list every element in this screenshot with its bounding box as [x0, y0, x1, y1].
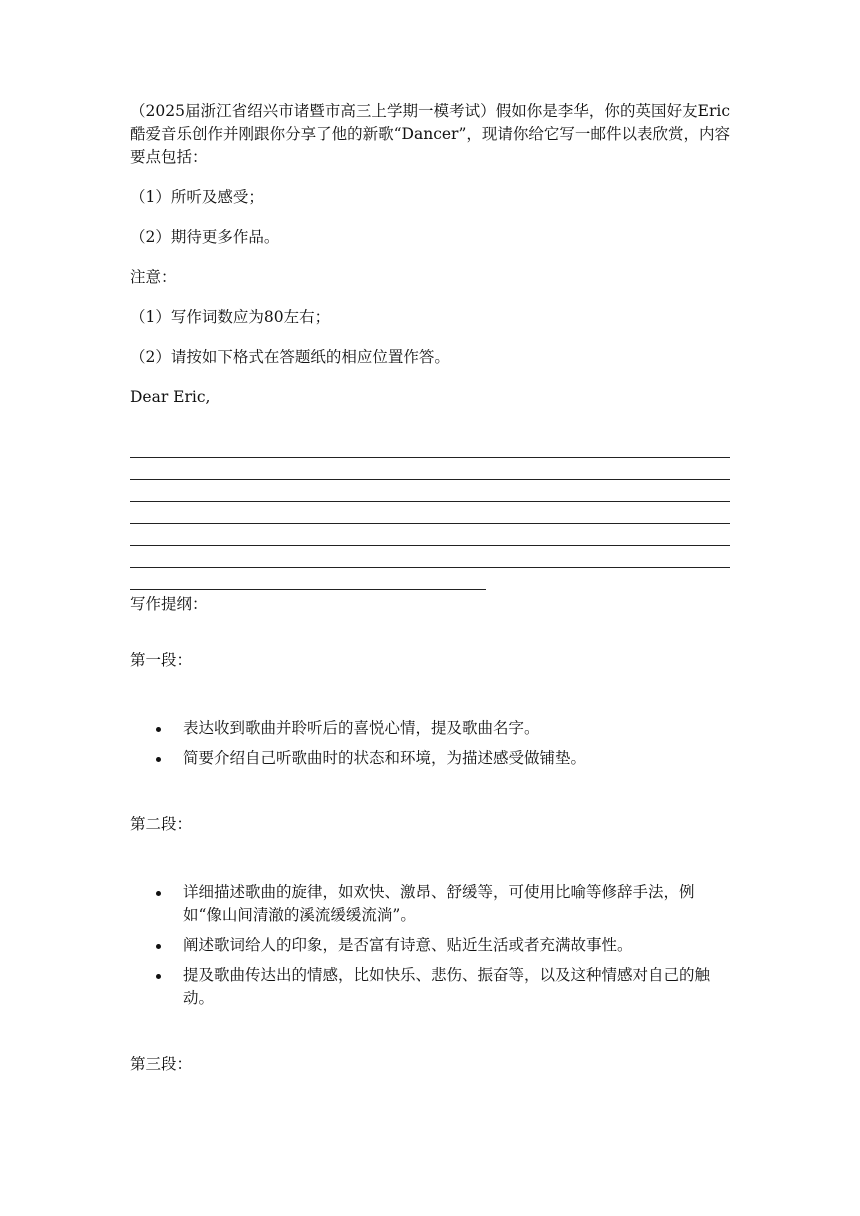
- salutation: Dear Eric,: [130, 388, 211, 406]
- bullet-icon: [156, 891, 161, 896]
- note-1: （1）写作词数应为80左右；: [130, 308, 331, 326]
- section-3-title: 第三段：: [130, 1055, 193, 1073]
- list-item: 表达收到歌曲并聆听后的喜悦心情，提及歌曲名字。: [130, 717, 730, 740]
- point-2: （2）期待更多作品。: [130, 228, 280, 246]
- bullet-icon: [156, 944, 161, 949]
- document-page: [130, 100, 730, 1076]
- section-1-title: 第一段：: [130, 651, 193, 669]
- list-item: 详细描述歌曲的旋律，如欢快、激昂、舒缓等，可使用比喻等修辞手法，例如“像山间清澈的溪流缓缓流淌”。: [130, 881, 730, 927]
- bullet-icon: [156, 757, 161, 762]
- list-item: 提及歌曲传达出的情感，比如快乐、悲伤、振奋等，以及这种情感对自己的触动。: [130, 964, 730, 1010]
- answer-line: [130, 480, 730, 502]
- section-2-title: 第二段：: [130, 815, 193, 833]
- point-1: （1）所听及感受；: [130, 188, 264, 206]
- answer-line: [130, 436, 730, 458]
- note-label: 注意：: [130, 268, 177, 286]
- answer-line: [130, 502, 730, 524]
- list-item: 简要介绍自己听歌曲时的状态和环境，为描述感受做铺垫。: [130, 747, 730, 770]
- answer-lines: [130, 436, 730, 590]
- answer-line: [130, 524, 730, 546]
- bullet-icon: [156, 727, 161, 732]
- intro-paragraph: （2025届浙江省绍兴市诸暨市高三上学期一模考试）假如你是李华，你的英国好友Eric酷爱音乐创作并刚跟你分享了他的新歌“Dancer”，现请你给它写一邮件以表欣赏，内容要点包括：: [130, 102, 730, 166]
- answer-line: [130, 458, 730, 480]
- section-2-list: [130, 881, 730, 1010]
- answer-line: [130, 546, 730, 568]
- section-1-list: [130, 717, 730, 770]
- answer-line-short: [130, 568, 486, 590]
- list-item: 阐述歌词给人的印象，是否富有诗意、贴近生活或者充满故事性。: [130, 934, 730, 957]
- bullet-icon: [156, 974, 161, 979]
- note-2: （2）请按如下格式在答题纸的相应位置作答。: [130, 348, 450, 366]
- outline-title: 写作提纲：: [130, 595, 208, 613]
